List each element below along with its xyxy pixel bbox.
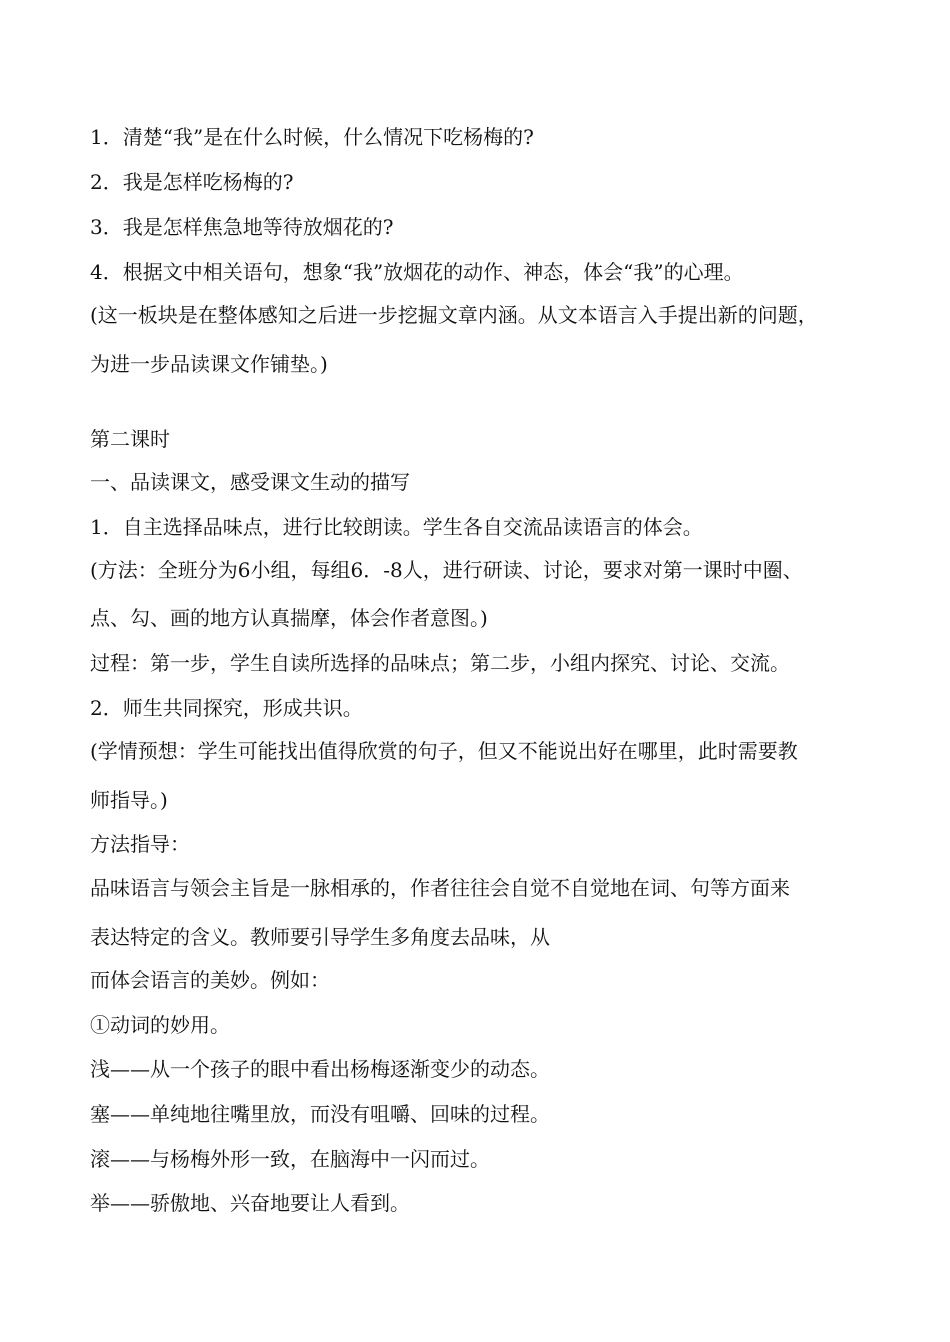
- question-2: 2．我是怎样吃杨梅的?: [90, 170, 294, 194]
- question-4: 4．根据文中相关语句，想象“我”放烟花的动作、神态，体会“我”的心理。: [90, 260, 744, 284]
- method-line-2: 点、勾、画的地方认真揣摩，体会作者意图。): [90, 606, 488, 630]
- method-line-1: (方法：全班分为6小组，每组6．-8人，进行研读、讨论，要求对第一课时中圈、: [90, 558, 803, 582]
- guidance-line-1: 品味语言与领会主旨是一脉相承的，作者往往会自觉不自觉地在词、句等方面来: [90, 876, 790, 900]
- prediction-line-1: (学情预想：学生可能找出值得欣赏的句子，但又不能说出好在哪里，此时需要教: [90, 739, 798, 763]
- question-1: 1．清楚“我”是在什么时候，什么情况下吃杨梅的?: [90, 125, 534, 149]
- note-line-1: (这一板块是在整体感知之后进一步挖掘文章内涵。从文本语言入手提出新的问题，: [90, 303, 818, 327]
- verb-heading: ①动词的妙用。: [90, 1013, 230, 1037]
- verb-item-3: 滚——与杨梅外形一致，在脑海中一闪而过。: [90, 1147, 490, 1171]
- question-3: 3．我是怎样焦急地等待放烟花的?: [90, 215, 394, 239]
- process-line: 过程：第一步，学生自读所选择的品味点；第二步，小组内探究、讨论、交流。: [90, 651, 790, 675]
- verb-item-2: 塞——单纯地往嘴里放，而没有咀嚼、回味的过程。: [90, 1102, 550, 1126]
- guidance-line-3: 而体会语言的美妙。例如：: [90, 968, 330, 992]
- section-heading: 第二课时: [90, 427, 170, 451]
- guidance-line-2: 表达特定的含义。教师要引导学生多角度去品味，从: [90, 925, 550, 949]
- verb-item-1: 浅——从一个孩子的眼中看出杨梅逐渐变少的动态。: [90, 1057, 550, 1081]
- verb-item-4: 举——骄傲地、兴奋地要让人看到。: [90, 1191, 410, 1215]
- prediction-line-2: 师指导。): [90, 788, 168, 812]
- part-heading: 一、品读课文，感受课文生动的描写: [90, 470, 410, 494]
- guidance-heading: 方法指导：: [90, 832, 190, 856]
- step-2: 2．师生共同探究，形成共识。: [90, 696, 363, 720]
- step-1: 1．自主选择品味点，进行比较朗读。学生各自交流品读语言的体会。: [90, 515, 703, 539]
- note-line-2: 为进一步品读课文作铺垫。): [90, 352, 328, 376]
